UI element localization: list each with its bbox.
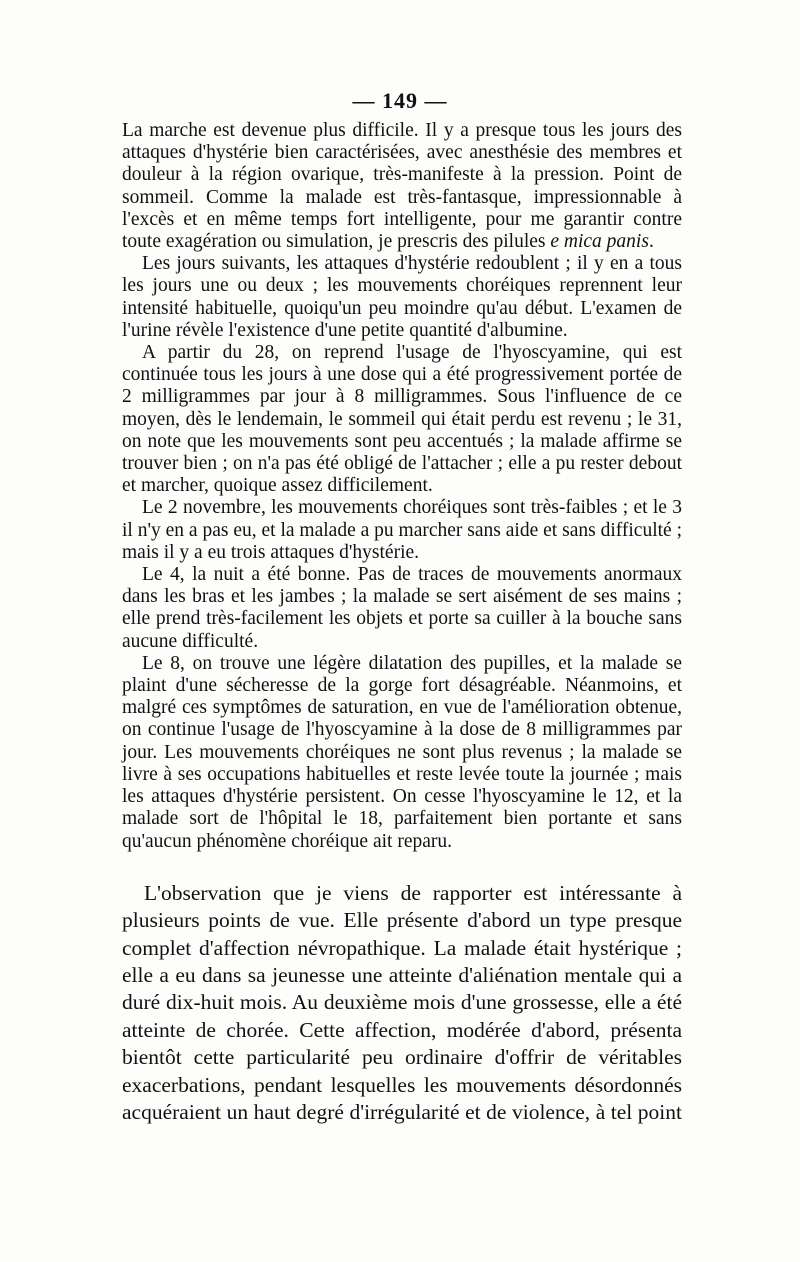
paragraph-6: Le 8, on trouve une légère dilatation des pupilles, et la malade se plaint d'une sécheresse de la gorge fort désagréable. Néanmoins, et malgré ces symptômes de saturation, en vue de l'amélioration obtenue, on continue l'usage de l'hyoscyamine à la dose de 8 milligrammes par jour. Les mouvements choréiques ne sont plus revenus ; la malade se livre à ses occupations habituelles et reste levée toute la journée ; mais les attaques d'hystérie persistent. On cesse l'hyoscyamine le 12, et la malade sort de l'hôpital le 18, parfaitement bien portante et sans qu'aucun phénomène choréique ait reparu. (122, 652, 682, 852)
paragraph-5: Le 4, la nuit a été bonne. Pas de traces de mouvements anormaux dans les bras et les jambes ; la malade se sert aisément de ses mains ; elle prend très-facilement les objets et porte sa cuiller à la bouche sans aucune difficulté. (122, 564, 682, 652)
page-body (122, 120, 682, 1126)
paragraph-1: La marche est devenue plus difficile. Il y a presque tous les jours des attaques d'hystérie bien caractérisées, avec anesthésie des membres et douleur à la région ovarique, très-manifeste à la pression. Point de sommeil. Comme la malade est très-fantasque, impressionnable à l'excès et en même temps fort intelligente, pour me garantir contre toute exagération ou simulation, je prescris des pilules e mica panis. (122, 120, 682, 253)
case-notes (122, 120, 682, 853)
section-gap (122, 853, 682, 880)
commentary-paragraph: L'observation que je viens de rapporter est intéressante à plusieurs points de vue. Elle présente d'abord un type presque complet d'affection névropathique. La malade était hystérique ; elle a eu dans sa jeunesse une atteinte d'aliénation mentale qui a duré dix-huit mois. Au deuxième mois d'une grossesse, elle a été atteinte de chorée. Cette affection, modérée d'abord, présenta bientôt cette particularité peu ordinaire d'offrir de véritables exacerbations, pendant lesquelles les mouvements désordonnés acquéraient un haut degré d'irrégularité et de violence, à tel point (122, 880, 682, 1124)
paragraph-3: A partir du 28, on reprend l'usage de l'hyoscyamine, qui est continuée tous les jours à une dose qui a été progressivement portée de 2 milligrammes par jour à 8 milligrammes. Sous l'influence de ce moyen, dès le lendemain, le sommeil qui était perdu est revenu ; le 31, on note que les mouvements sont peu accentués ; la malade affirme se trouver bien ; on n'a pas été obligé de l'attacher ; elle a pu rester debout et marcher, quoique assez difficilement. (122, 342, 682, 497)
paragraph-4: Le 2 novembre, les mouvements choréiques sont très-faibles ; et le 3 il n'y en a pas eu, et la malade a pu marcher sans aide et sans difficulté ; mais il y a eu trois attaques d'hystérie. (122, 497, 682, 563)
prescription-italic: e mica panis (550, 231, 649, 253)
paragraph-2: Les jours suivants, les attaques d'hystérie redoublent ; il y en a tous les jours une ou deux ; les mouvements choréiques reprennent leur intensité habituelle, quoiqu'un peu moindre qu'au début. L'examen de l'urine révèle l'existence d'une petite quantité d'albumine. (122, 253, 682, 341)
commentary (122, 880, 682, 1127)
page-number: — 149 — (352, 88, 448, 113)
